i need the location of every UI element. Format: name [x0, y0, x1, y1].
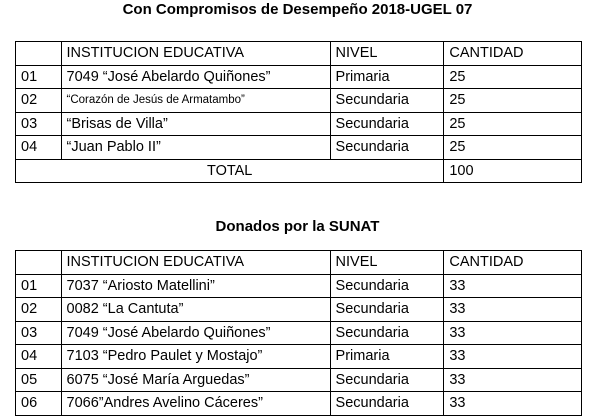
section-title-compromisos: Con Compromisos de Desempeño 2018-UGEL 07: [122, 1, 473, 18]
table-row: [16, 321, 582, 345]
table-row: [16, 65, 582, 89]
row-quantity-cell: 33: [444, 392, 582, 416]
table-row: [16, 345, 582, 369]
row-institution-cell: “Corazón de Jesús de Armatambo”: [61, 89, 330, 113]
table-row: [16, 274, 582, 298]
header-quantity-cell: CANTIDAD: [444, 42, 582, 66]
header-num-cell: [16, 42, 62, 66]
row-num-cell: 03: [16, 321, 62, 345]
table-total-row: [16, 159, 582, 183]
row-num-cell: 03: [16, 112, 62, 136]
row-institution-cell: “Brisas de Villa”: [61, 112, 330, 136]
row-num-cell: 05: [16, 368, 62, 392]
header-institution-cell: INSTITUCION EDUCATIVA: [61, 42, 330, 66]
row-level-cell: Secundaria: [330, 274, 444, 298]
row-quantity-cell: 33: [444, 368, 582, 392]
total-label-cell: TOTAL: [16, 159, 444, 183]
header-institution-cell: INSTITUCION EDUCATIVA: [61, 251, 330, 275]
row-quantity-cell: 25: [444, 112, 582, 136]
row-institution-cell: 7049 “José Abelardo Quiñones”: [61, 65, 330, 89]
row-level-cell: Primaria: [330, 65, 444, 89]
table-row: [16, 298, 582, 322]
table-row: [16, 89, 582, 113]
table-compromisos: [15, 41, 582, 183]
row-quantity-cell: 25: [444, 65, 582, 89]
row-institution-cell: 7066”Andres Avelino Cáceres”: [61, 392, 330, 416]
row-level-cell: Secundaria: [330, 321, 444, 345]
total-value-cell: 100: [444, 159, 582, 183]
row-quantity-cell: 25: [444, 136, 582, 160]
row-level-cell: Secundaria: [330, 136, 444, 160]
table-header-row: [16, 42, 582, 66]
row-institution-cell: 7049 “José Abelardo Quiñones”: [61, 321, 330, 345]
table-row: [16, 136, 582, 160]
row-level-cell: Secundaria: [330, 298, 444, 322]
table-row: [16, 112, 582, 136]
header-level-cell: NIVEL: [330, 42, 444, 66]
row-institution-cell: 7037 “Ariosto Matellini”: [61, 274, 330, 298]
row-num-cell: 04: [16, 136, 62, 160]
header-quantity-cell: CANTIDAD: [444, 251, 582, 275]
row-level-cell: Secundaria: [330, 89, 444, 113]
table-row: [16, 392, 582, 416]
header-num-cell: [16, 251, 62, 275]
row-quantity-cell: 25: [444, 89, 582, 113]
table-sunat: [15, 250, 582, 416]
table-row: [16, 368, 582, 392]
row-quantity-cell: 33: [444, 274, 582, 298]
row-institution-cell: 6075 “José María Arguedas”: [61, 368, 330, 392]
row-quantity-cell: 33: [444, 321, 582, 345]
row-num-cell: 06: [16, 392, 62, 416]
section-title-sunat: Donados por la SUNAT: [215, 218, 380, 235]
row-quantity-cell: 33: [444, 345, 582, 369]
row-institution-cell: 0082 “La Cantuta”: [61, 298, 330, 322]
header-level-cell: NIVEL: [330, 251, 444, 275]
row-level-cell: Secundaria: [330, 368, 444, 392]
table-header-row: [16, 251, 582, 275]
row-level-cell: Primaria: [330, 345, 444, 369]
row-num-cell: 04: [16, 345, 62, 369]
row-level-cell: Secundaria: [330, 392, 444, 416]
row-institution-cell: 7103 “Pedro Paulet y Mostajo”: [61, 345, 330, 369]
row-num-cell: 01: [16, 274, 62, 298]
row-quantity-cell: 33: [444, 298, 582, 322]
row-institution-cell: “Juan Pablo II”: [61, 136, 330, 160]
row-num-cell: 02: [16, 298, 62, 322]
row-level-cell: Secundaria: [330, 112, 444, 136]
row-num-cell: 01: [16, 65, 62, 89]
row-num-cell: 02: [16, 89, 62, 113]
